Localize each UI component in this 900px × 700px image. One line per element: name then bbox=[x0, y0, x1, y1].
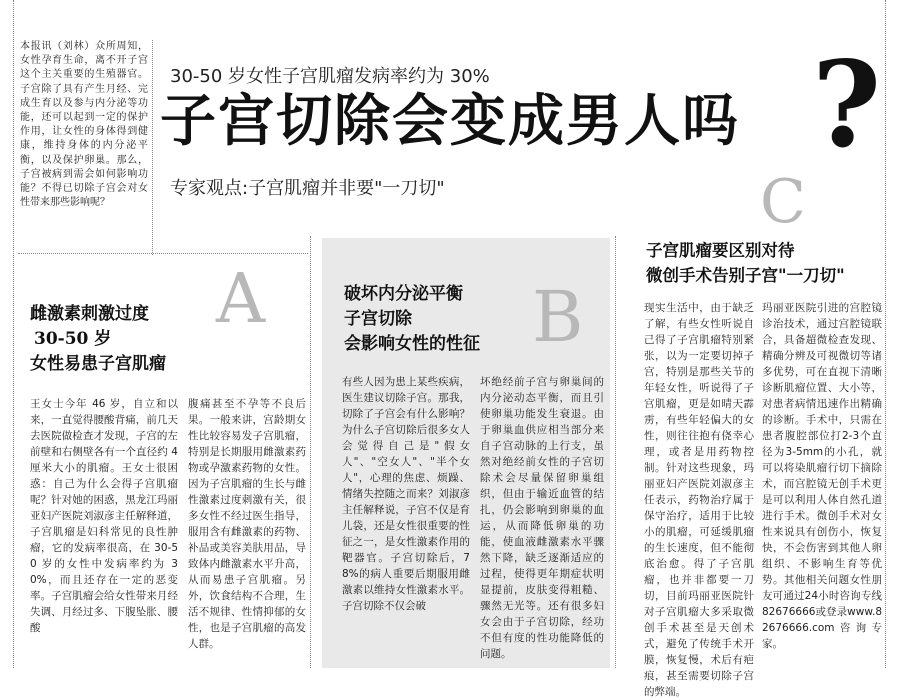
section-divider-rule bbox=[18, 253, 308, 254]
column-rule-bc bbox=[615, 236, 616, 668]
section-b-column-2: 坏绝经前子宫与卵巢间的内分泌动态平衡，而且引使卵巢功能发生衰退。由于卵巢血供应相当部分来自子宫动脉的上行支，虽然对绝经前女性的子宫切除术会尽量保留卵巢组织，但由于输近血管的结扎，仍会影响到卵巢的血运，从而降低卵巢的功能，使血液雌激素水平骤然下降，缺乏逐渐适应的过程，使得更年期症状明显提前，皮肤变得粗糙、骤然无光等。还有很多妇女会由于子宫切除，经功不但有度的性功能降低的问题。 bbox=[480, 376, 604, 660]
section-a-title-line3: 女性易患子宫肌瘤 bbox=[30, 354, 166, 374]
main-headline: 子宫切除会变成男人吗 bbox=[160, 88, 740, 154]
column-rule-ab bbox=[310, 236, 311, 668]
intro-paragraph: 本报讯（刘林）众所周知，女性孕育生命，离不开子宫这个主关重要的生殖器官。子宫除了具有产生月经、完成生育以及参与内分泌等功能，还可以起到一定的保护作用，让女性的身体得到健康，维持身体的内分泌平衡，以及保护卵巢。那么，子宫被病到需会如何影响功能？不得已切除子宫会对女性带来那些影响呢？ bbox=[20, 41, 148, 209]
section-c-letter: C bbox=[760, 167, 806, 237]
expert-subhead: 专家观点:子宫肌瘤并非要"一刀切" bbox=[170, 178, 445, 199]
section-b-column-1: 有些人因为患上某些疾病，医生建议切除子宫。那我，切除了子宫会有什么影响？为什么子宫切除后很多女人会觉得自己是"假女人"、"空女人"、"半个女人"，心理的焦虑、烦躁、情绪失控随之而来？刘淑彦主任解释说，子宫不仅是育儿袋，还是女性很重要的性征之一，是女性激素作用的靶器官。子宫切除后，78%的病人重要后期服用雌激素以维持女性激素水平。子宫切除不仅会破 bbox=[342, 376, 470, 612]
section-a-title-line1: 雌激素刺激过度 bbox=[30, 304, 149, 324]
section-a-column-2: 腹痛甚至不孕等不良后果。一般来讲，宫龄期女性比较容易发子宫肌瘤，特别是长期服用雌激素药物或孕激素药物的女性。因为子宫肌瘤的生长与雌性激素过度刺激有关，很多女性不经过医生指导，服用含有雌激素的药物、补品或美容美肤用品，导致体内雌激素水平升高，从而易患子宫肌瘤。另外，饮食结构不合理，生活不规律、性情抑郁的女性，也是子宫肌瘤的高发人群。 bbox=[188, 398, 306, 650]
section-c-column-1: 现实生活中，由于缺乏了解，有些女性听说自己得了子宫肌瘤特别紧张，以为一定要切掉子宫，特别是那些关节的年轻女性，听说得了子宫肌瘤，更是如晴天霹雳，有些年轻偏大的女性，则往往抱有侥幸心理，或者是用药物控制。针对这些现象，玛丽亚妇产医院刘淑彦主任表示，药物治疗属于保守治疗，适用于比较小的肌瘤，可延缓肌瘤的生长速度，但不能彻底治愈。得了子宫肌瘤，也并非都要一刀切，目前玛丽亚医院针对子宫肌瘤大多采取微创手术甚至是天创术式，避免了传统手术开膜，恢复慢，术后有疤痕，甚至需要切除子宫的弊端。 bbox=[644, 302, 754, 698]
section-b-title-line2: 子宫切除 bbox=[344, 309, 412, 329]
section-b-title bbox=[344, 282, 544, 357]
section-c-title bbox=[646, 238, 882, 288]
section-a-title-line2: 30-50 岁 bbox=[34, 329, 112, 349]
section-b-title-line1: 破坏内分泌平衡 bbox=[344, 284, 463, 304]
section-c-title-line1: 子宫肌瘤要区别对待 bbox=[646, 241, 795, 260]
question-mark-graphic: ? bbox=[812, 35, 882, 174]
section-b-title-line3: 会影响女性的性征 bbox=[344, 334, 480, 354]
left-margin-rule bbox=[13, 0, 14, 668]
section-c-column-2: 玛丽亚医院引进的宫腔镜诊治技术，通过宫腔镜联合，具备超微检查发现、精确分辨及可视微切等诸多优势，可在直视下清晰诊断肌瘤位置、大小等，对患者病情迅速作出精确的诊断。手术中，只需在患者腹腔部位打2-3个直径为3-5mm的小孔，就可以将染肌瘤行切下摘除术，而宫腔镜无创手术更是可以利用人体自然孔道进行手术。微创手术对女性来说具有创伤小，恢复快，不会伤害到其他人卵组织、不影响生育等优势。其他相关问题女性朋友可通过24小时咨询专线82676666或登录www.82676666.com咨询专家。 bbox=[762, 302, 882, 650]
section-a-column-1: 王女士今年 46 岁，自立和以来，一直觉得腰酸背痛，前几天去医院做检查才发现，子宫的左前壁和右侧壁各有一个直径约 4 厘米大小的肌瘤。王女士很困惑：自己为什么会得子宫肌瘤呢？针对她的困惑，黑龙江玛丽亚妇产医院刘淑彦主任解释道，子宫肌瘤是妇科常见的良性肿瘤，它的发病率很高，在 30-50 岁的女性中发病率约为 30%，而且还存在一定的恶变率。子宫肌瘤会给女性带来月经失调、月经过多、下腹坠胀、腰酸 bbox=[30, 398, 178, 634]
section-a-letter: A bbox=[216, 260, 266, 339]
section-c-title-line2: 微创手术告别子宫"一刀切" bbox=[646, 266, 845, 285]
intro-divider-rule bbox=[152, 40, 153, 255]
section-a-title bbox=[30, 302, 250, 377]
section-b-letter: B bbox=[532, 276, 584, 358]
right-margin-rule bbox=[885, 0, 886, 668]
kicker-line: 30-50 岁女性子宫肌瘤发病率约为 30% bbox=[170, 66, 490, 87]
